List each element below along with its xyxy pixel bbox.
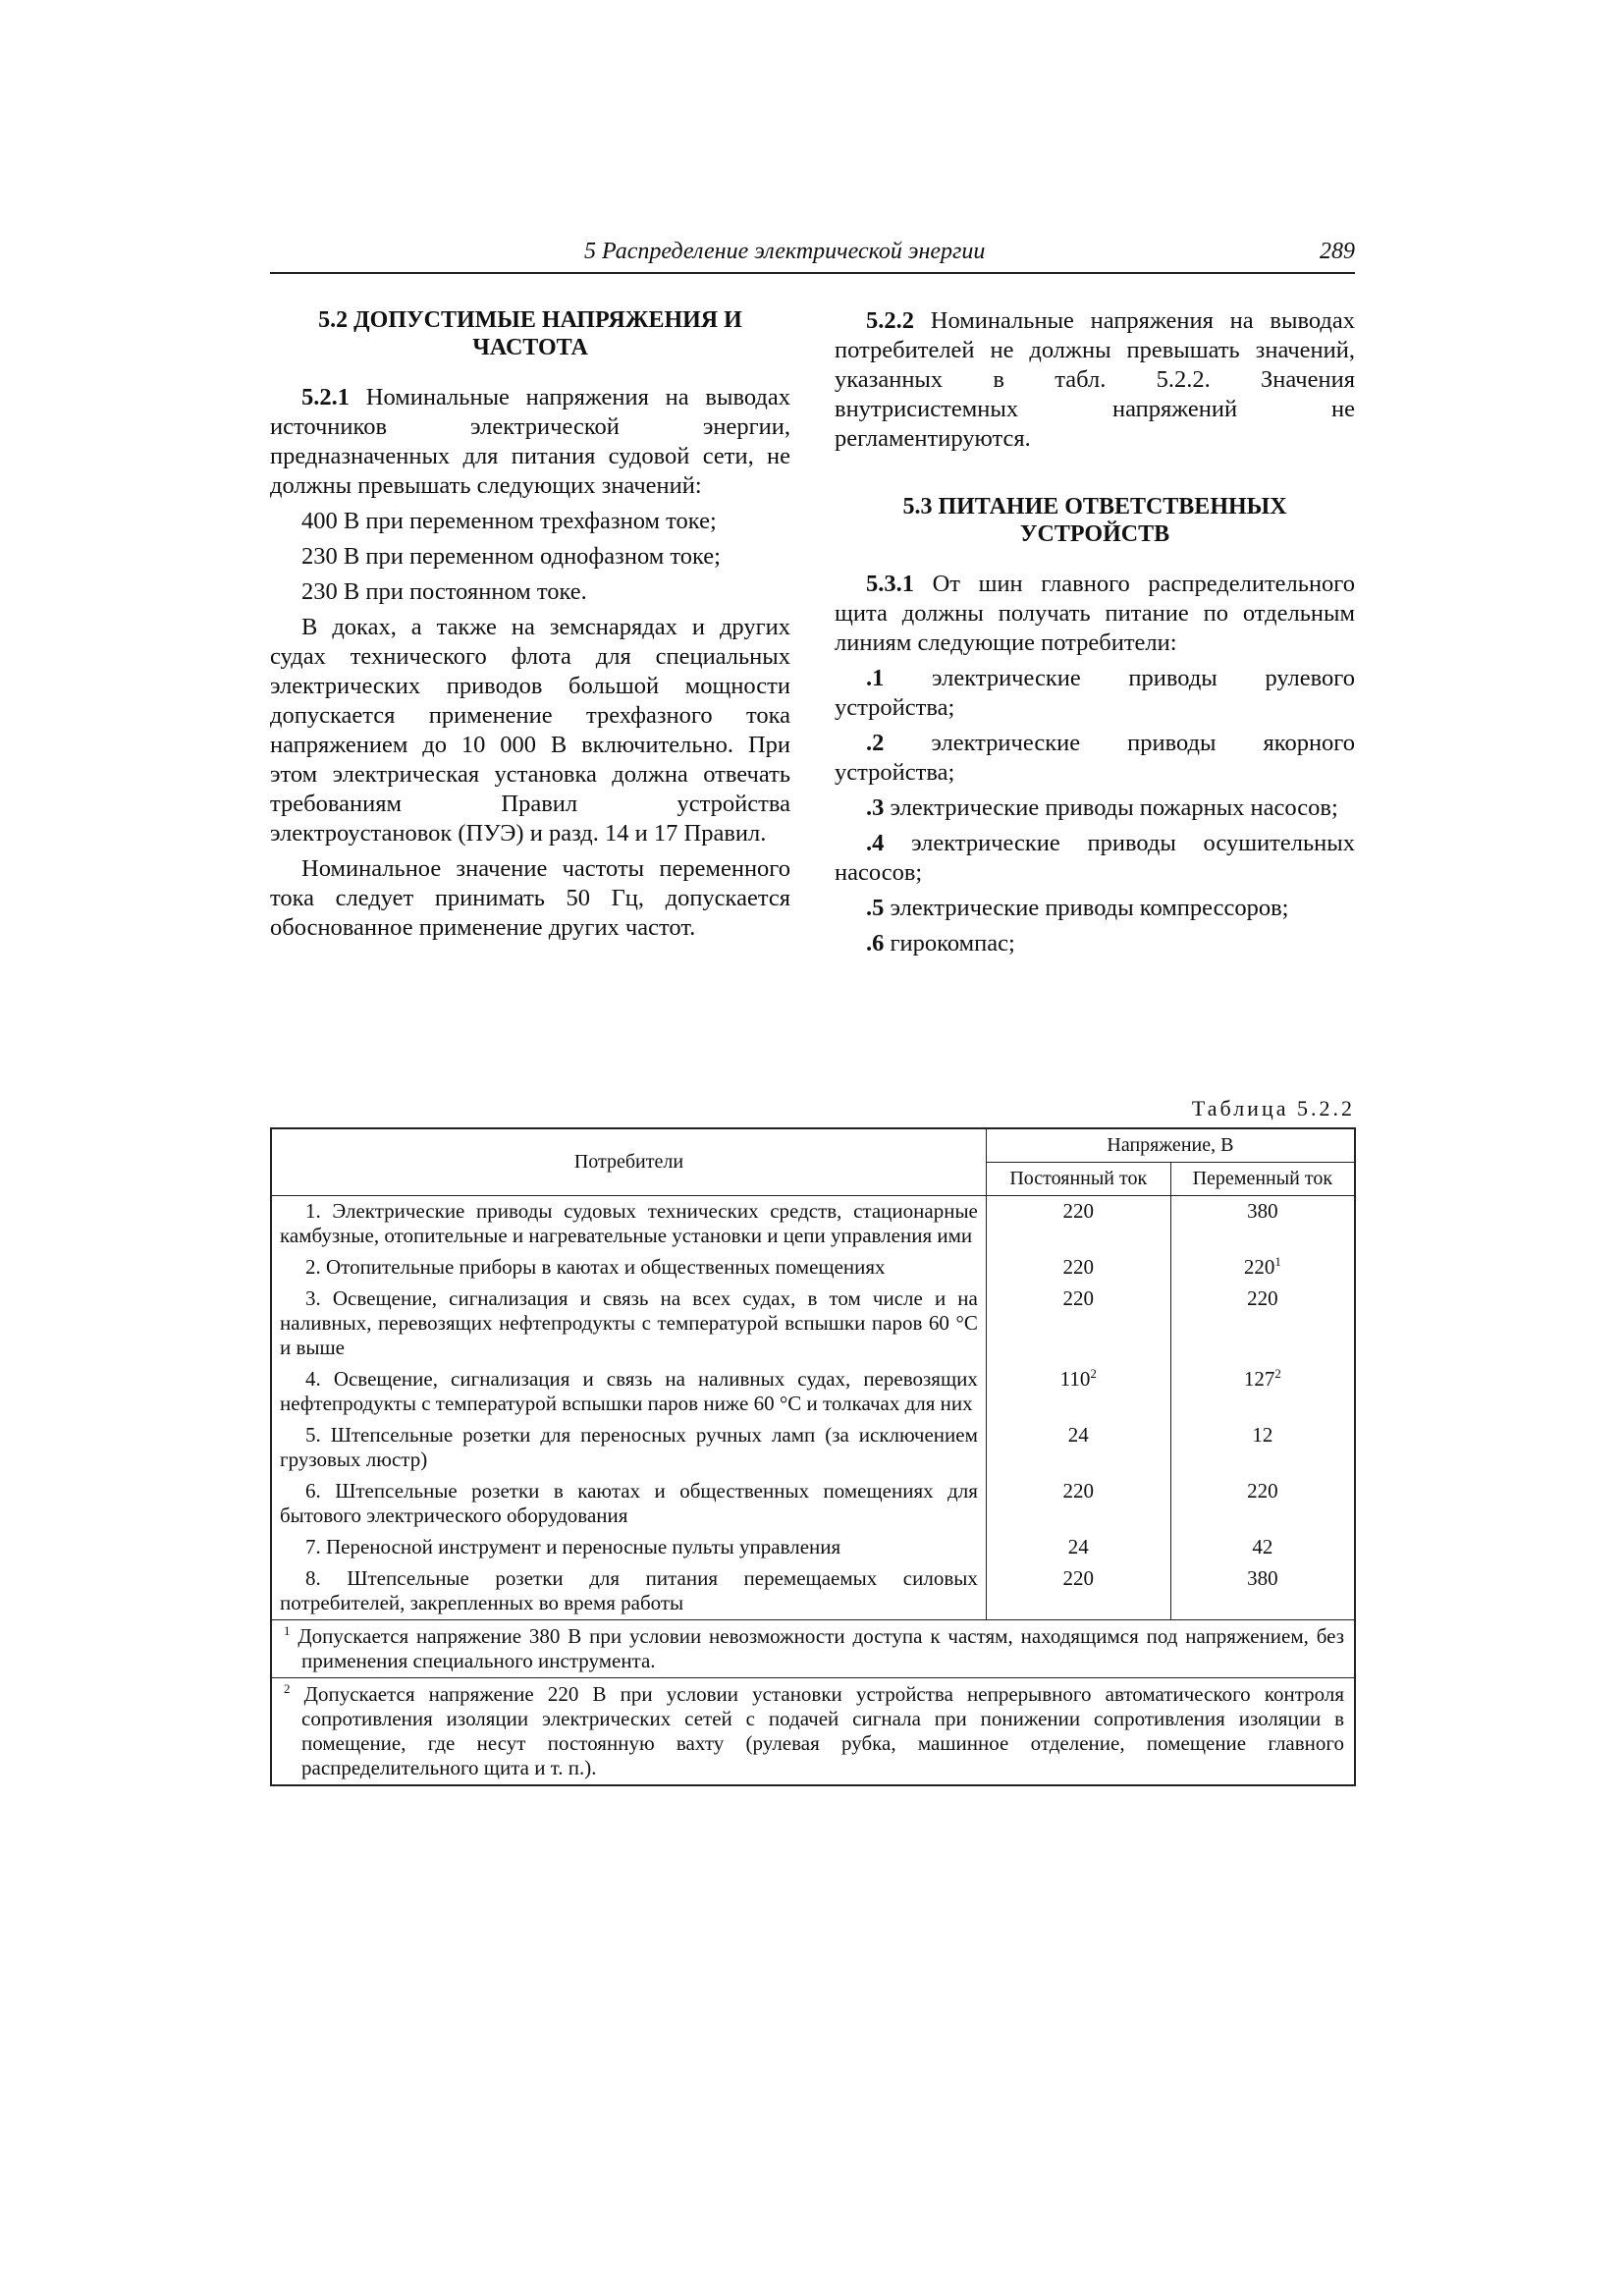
- list-item-text: электрические приводы якорного устройства;: [835, 730, 1355, 786]
- paragraph-5-2-2: [835, 306, 1355, 454]
- table-row: [271, 1364, 1355, 1420]
- ac-value: 380: [1247, 1199, 1278, 1223]
- footnote-ref: 1: [1274, 1254, 1281, 1269]
- clause-text: Номинальные напряжения на выводах потребителей не должны превышать значений, указанных в табл. 5.2.2. Значения внутрисистемных напряжений не регламентируются.: [835, 307, 1355, 452]
- dc-cell: [986, 1532, 1170, 1563]
- header-voltage: Напряжение, В: [986, 1128, 1355, 1163]
- paragraph-frequency: Номинальное значение частоты переменного тока следует принимать 50 Гц, допускается обоснованное применение других частот.: [270, 855, 790, 941]
- ac-cell: [1170, 1420, 1355, 1476]
- ac-cell: [1170, 1532, 1355, 1563]
- ac-value: 12: [1252, 1423, 1273, 1447]
- footnote-mark: 2: [284, 1681, 291, 1696]
- dc-cell: [986, 1476, 1170, 1532]
- voltage-item: 230 В при постоянном токе.: [301, 578, 587, 605]
- dc-value: 24: [1067, 1423, 1089, 1447]
- ac-value: 42: [1252, 1535, 1273, 1558]
- clause-number: 5.2.1: [301, 384, 350, 410]
- left-column: [270, 306, 790, 949]
- table-row: [271, 1196, 1355, 1253]
- dc-value: 220: [1062, 1199, 1095, 1223]
- dc-value: 220: [1062, 1255, 1095, 1279]
- ac-value: 220: [1247, 1479, 1278, 1503]
- list-item-number: .3: [866, 794, 885, 821]
- dc-value: 110: [1059, 1367, 1091, 1391]
- section-heading-5-2: 5.2 ДОПУСТИМЫЕ НАПРЯЖЕНИЯ И ЧАСТОТА: [318, 307, 742, 360]
- dc-value: 24: [1067, 1535, 1089, 1558]
- table-footnote-2: [271, 1678, 1355, 1786]
- ac-value: 127: [1243, 1367, 1275, 1391]
- header-dc: Постоянный ток: [986, 1163, 1170, 1196]
- list-item: [835, 829, 1355, 888]
- list-item-text: электрические приводы рулевого устройства;: [835, 665, 1355, 721]
- voltage-item: 230 В при переменном однофазном токе;: [301, 543, 721, 570]
- table-row: [271, 1563, 1355, 1620]
- ac-cell: [1170, 1563, 1355, 1620]
- list-item: [835, 729, 1355, 788]
- list-item-text: электрические приводы пожарных насосов;: [884, 794, 1338, 821]
- dc-cell: [986, 1196, 1170, 1253]
- ac-cell: [1170, 1252, 1355, 1284]
- dc-cell: [986, 1252, 1170, 1284]
- table-row: [271, 1252, 1355, 1284]
- clause-text: От шин главного распределительного щита должны получать питание по отдельным линиям следующие потребители:: [835, 571, 1355, 656]
- dc-value: 220: [1062, 1286, 1095, 1310]
- header-ac: Переменный ток: [1170, 1163, 1355, 1196]
- header-consumers: Потребители: [271, 1128, 986, 1196]
- table-footnote-1: [271, 1620, 1355, 1678]
- consumer-cell: 6. Штепсельные розетки в каютах и общественных помещениях для бытового электрического оборудования: [271, 1476, 986, 1532]
- list-item: [835, 929, 1355, 958]
- table-row: [271, 1476, 1355, 1532]
- ac-cell: [1170, 1284, 1355, 1364]
- ac-value: 220: [1247, 1286, 1278, 1310]
- dc-value: 220: [1062, 1479, 1095, 1503]
- ac-cell: [1170, 1476, 1355, 1532]
- footnote-cell: [271, 1620, 1355, 1678]
- consumer-cell: 5. Штепсельные розетки для переносных ручных ламп (за исключением грузовых люстр): [271, 1420, 986, 1476]
- consumer-cell: 2. Отопительные приборы в каютах и общественных помещениях: [271, 1252, 986, 1284]
- ac-cell: [1170, 1364, 1355, 1420]
- dc-cell: [986, 1284, 1170, 1364]
- page-header: [270, 239, 1355, 274]
- right-column: [835, 306, 1355, 964]
- list-item-number: .1: [866, 665, 885, 691]
- paragraph-5-3-1: [835, 570, 1355, 658]
- dc-cell: [986, 1364, 1170, 1420]
- page-number: 289: [1320, 239, 1355, 264]
- footnote-ref: 2: [1274, 1366, 1281, 1381]
- clause-number: 5.3.1: [866, 571, 914, 597]
- consumer-cell: 1. Электрические приводы судовых технических средств, стационарные камбузные, отопительные и нагревательные установки и цепи управления ими: [271, 1196, 986, 1253]
- consumer-cell: 8. Штепсельные розетки для питания перемещаемых силовых потребителей, закрепленных во время работы: [271, 1563, 986, 1620]
- footnote-cell: [271, 1678, 1355, 1786]
- voltage-table: [270, 1127, 1356, 1786]
- list-item-number: .5: [866, 895, 885, 921]
- paragraph-docks: В доках, а также на земснарядах и других судах технического флота для специальных электрических приводов большой мощности допускается применение трехфазного тока напряжением до 10 000 В включительно. При этом электрическая установка должна отвечать требованиям Правил устройства электроустановок (ПУЭ) и разд. 14 и 17 Правил.: [270, 614, 790, 847]
- dc-cell: [986, 1420, 1170, 1476]
- consumer-cell: 7. Переносной инструмент и переносные пульты управления: [271, 1532, 986, 1563]
- ac-value: 380: [1247, 1566, 1278, 1590]
- table-row: [271, 1420, 1355, 1476]
- footnote-mark: 1: [284, 1623, 291, 1638]
- running-title: 5 Распределение электрической энергии: [584, 239, 986, 264]
- list-item: [835, 894, 1355, 923]
- consumer-cell: 4. Освещение, сигнализация и связь на наливных судах, перевозящих нефтепродукты с температурой вспышки паров ниже 60 °С и толкачах для них: [271, 1364, 986, 1420]
- list-item-number: .2: [866, 730, 885, 756]
- clause-text: Номинальные напряжения на выводах источников электрической энергии, предназначенных для питания судовой сети, не должны превышать следующих значений:: [270, 384, 790, 499]
- table-caption: Таблица 5.2.2: [1191, 1096, 1355, 1121]
- list-item: [835, 793, 1355, 823]
- clause-number: 5.2.2: [866, 307, 914, 334]
- table-row: [271, 1532, 1355, 1563]
- footnote-text: Допускается напряжение 220 В при условии установки устройства непрерывного автоматического контроля сопротивления изоляции электрических сетей с подачей сигнала при понижении сопротивления изоляции в помещение, где несут постоянную вахту (рулевая рубка, машинное отделение, помещение главного распределительного щита и т. п.).: [290, 1682, 1344, 1779]
- list-item-number: .4: [866, 830, 885, 856]
- paragraph-5-2-1: [270, 383, 790, 501]
- list-item: [835, 664, 1355, 723]
- section-heading-5-3: 5.3 ПИТАНИЕ ОТВЕТСТВЕННЫХ УСТРОЙСТВ: [902, 494, 1287, 547]
- table-row: [271, 1284, 1355, 1364]
- voltage-item: 400 В при переменном трехфазном токе;: [301, 508, 717, 534]
- dc-cell: [986, 1563, 1170, 1620]
- list-item-text: гирокомпас;: [884, 930, 1015, 957]
- list-item-number: .6: [866, 930, 885, 957]
- ac-cell: [1170, 1196, 1355, 1253]
- footnote-text: Допускается напряжение 380 В при условии невозможности доступа к частям, находящимся под напряжением, без применения специального инструмента.: [290, 1624, 1344, 1672]
- footnote-ref: 2: [1090, 1366, 1097, 1381]
- list-item-text: электрические приводы компрессоров;: [884, 895, 1289, 921]
- list-item-text: электрические приводы осушительных насосов;: [835, 830, 1355, 886]
- consumer-cell: 3. Освещение, сигнализация и связь на всех судах, в том числе и на наливных, перевозящих нефтепродукты с температурой вспышки паров 60 °С и выше: [271, 1284, 986, 1364]
- dc-value: 220: [1062, 1566, 1095, 1590]
- ac-value: 220: [1243, 1255, 1275, 1279]
